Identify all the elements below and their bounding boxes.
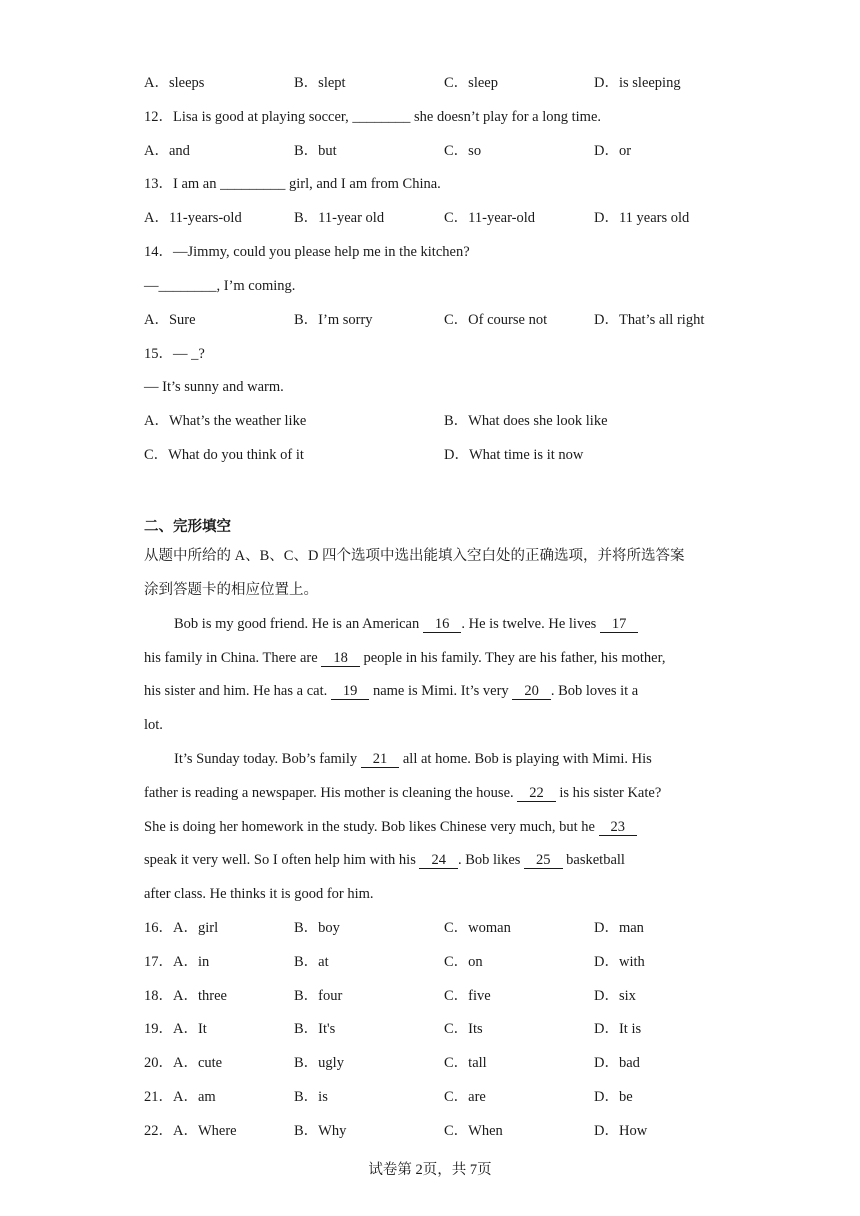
passage-text: father is reading a newspaper. His mother is cleaning the house. bbox=[144, 785, 518, 801]
q12-option-d: D．or bbox=[594, 143, 632, 159]
q15-option-a: A．What’s the weather like bbox=[144, 413, 307, 429]
q12-stem: 12．Lisa is good at playing soccer, ________ she doesn’t play for a long time. bbox=[144, 109, 602, 125]
passage-text: She is doing her homework in the study. Bob likes Chinese very much, but he bbox=[144, 819, 599, 835]
q13-option-d: D．11 years old bbox=[594, 210, 690, 226]
q15-stem: 15．— _? bbox=[144, 346, 205, 362]
q13-option-b: B．11-year old bbox=[294, 210, 385, 226]
q14-option-a: A．Sure bbox=[144, 312, 196, 328]
passage-text: name is Mimi. It’s very bbox=[369, 683, 513, 699]
passage-text: Bob is my good friend. He is an American bbox=[174, 616, 423, 632]
q11-option-d: D．is sleeping bbox=[594, 75, 681, 91]
q11-option-c: C．sleep bbox=[444, 75, 498, 91]
q11-option-b: B．slept bbox=[294, 75, 346, 91]
passage-p2-line4 bbox=[144, 850, 714, 870]
q11-option-a: A．sleeps bbox=[144, 75, 205, 91]
blank-24: 24 bbox=[419, 852, 458, 869]
q17-option-c: C．on bbox=[444, 954, 483, 970]
blank-23: 23 bbox=[599, 819, 638, 836]
passage-text: his family in China. There are bbox=[144, 650, 322, 666]
q17-option-d: D．with bbox=[594, 954, 645, 970]
passage-p2-line5: after class. He thinks it is good for him. bbox=[144, 886, 374, 902]
section-title: 二、完形填空 bbox=[144, 519, 231, 535]
q21-option-d: D．be bbox=[594, 1089, 633, 1105]
blank-17: 17 bbox=[600, 616, 639, 633]
q16-option-b: B．boy bbox=[294, 920, 340, 936]
blank-18: 18 bbox=[321, 650, 360, 667]
q19-option-a: 19．A．It bbox=[144, 1021, 207, 1037]
q22-option-c: C．When bbox=[444, 1123, 503, 1139]
q13-option-a: A．11-years-old bbox=[144, 210, 242, 226]
q19-option-c: C．Its bbox=[444, 1021, 483, 1037]
blank-21: 21 bbox=[361, 751, 400, 768]
passage-text: . He is twelve. He lives bbox=[461, 616, 600, 632]
passage-p1-line4: lot. bbox=[144, 717, 163, 733]
q17-option-a: 17．A．in bbox=[144, 954, 210, 970]
q14-response: —________, I’m coming. bbox=[144, 278, 296, 294]
q18-option-a: 18．A．three bbox=[144, 988, 227, 1004]
q21-option-a: 21．A．am bbox=[144, 1089, 216, 1105]
q15-option-d: D．What time is it now bbox=[444, 447, 584, 463]
page-footer: 试卷第 2页，共 7页 bbox=[368, 1162, 492, 1178]
q17-option-b: B．at bbox=[294, 954, 329, 970]
section-instructions-line2: 涂到答题卡的相应位置上。 bbox=[144, 582, 318, 598]
blank-16: 16 bbox=[423, 616, 462, 633]
q12-option-b: B．but bbox=[294, 143, 337, 159]
q21-option-b: B．is bbox=[294, 1089, 328, 1105]
passage-p1-line3 bbox=[144, 681, 714, 701]
blank-19: 19 bbox=[331, 683, 370, 700]
q15-option-b: B．What does she look like bbox=[444, 413, 608, 429]
q16-option-c: C．woman bbox=[444, 920, 511, 936]
q14-option-d: D．That’s all right bbox=[594, 312, 705, 328]
passage-text: It’s Sunday today. Bob’s family bbox=[174, 751, 361, 767]
q18-option-b: B．four bbox=[294, 988, 343, 1004]
passage-text: . Bob loves it a bbox=[550, 683, 639, 699]
q20-option-c: C．tall bbox=[444, 1055, 487, 1071]
q18-option-c: C．five bbox=[444, 988, 491, 1004]
passage-text: people in his family. They are his father, his mother, bbox=[359, 650, 666, 666]
q12-option-a: A．and bbox=[144, 143, 190, 159]
passage-text: his sister and him. He has a cat. bbox=[144, 683, 331, 699]
q19-option-b: B．It's bbox=[294, 1021, 336, 1037]
q16-option-a: 16．A．girl bbox=[144, 920, 219, 936]
passage-p2-line3 bbox=[144, 817, 714, 837]
passage-text: . Bob likes bbox=[457, 852, 525, 868]
blank-25: 25 bbox=[524, 852, 563, 869]
q22-option-d: D．How bbox=[594, 1123, 648, 1139]
q21-option-c: C．are bbox=[444, 1089, 486, 1105]
q13-option-c: C．11-year-old bbox=[444, 210, 535, 226]
passage-p2-line1 bbox=[174, 749, 744, 769]
q15-option-c: C．What do you think of it bbox=[144, 447, 304, 463]
passage-text: all at home. Bob is playing with Mimi. His bbox=[399, 751, 652, 767]
section-instructions-line1: 从题中所给的 A、B、C、D 四个选项中选出能填入空白处的正确选项，并将所选答案 bbox=[144, 548, 685, 564]
q20-option-b: B．ugly bbox=[294, 1055, 344, 1071]
q13-stem: 13．I am an _________ girl, and I am from China. bbox=[144, 176, 441, 192]
q16-option-d: D．man bbox=[594, 920, 644, 936]
q18-option-d: D．six bbox=[594, 988, 636, 1004]
q22-option-b: B．Why bbox=[294, 1123, 347, 1139]
q20-option-a: 20．A．cute bbox=[144, 1055, 223, 1071]
q14-option-c: C．Of course not bbox=[444, 312, 548, 328]
q14-stem: 14．—Jimmy, could you please help me in the kitchen? bbox=[144, 244, 470, 260]
q22-option-a: 22．A．Where bbox=[144, 1123, 237, 1139]
q20-option-d: D．bad bbox=[594, 1055, 640, 1071]
q14-option-b: B．I’m sorry bbox=[294, 312, 373, 328]
blank-22: 22 bbox=[517, 785, 556, 802]
passage-text: basketball bbox=[562, 852, 625, 868]
q12-option-c: C．so bbox=[444, 143, 482, 159]
q15-response: — It’s sunny and warm. bbox=[144, 379, 284, 395]
blank-20: 20 bbox=[512, 683, 551, 700]
passage-text: speak it very well. So I often help him with his bbox=[144, 852, 420, 868]
q19-option-d: D．It is bbox=[594, 1021, 642, 1037]
passage-p1-line1 bbox=[174, 614, 744, 634]
passage-p1-line2 bbox=[144, 648, 714, 668]
passage-text: is his sister Kate? bbox=[555, 785, 662, 801]
passage-p2-line2 bbox=[144, 783, 714, 803]
